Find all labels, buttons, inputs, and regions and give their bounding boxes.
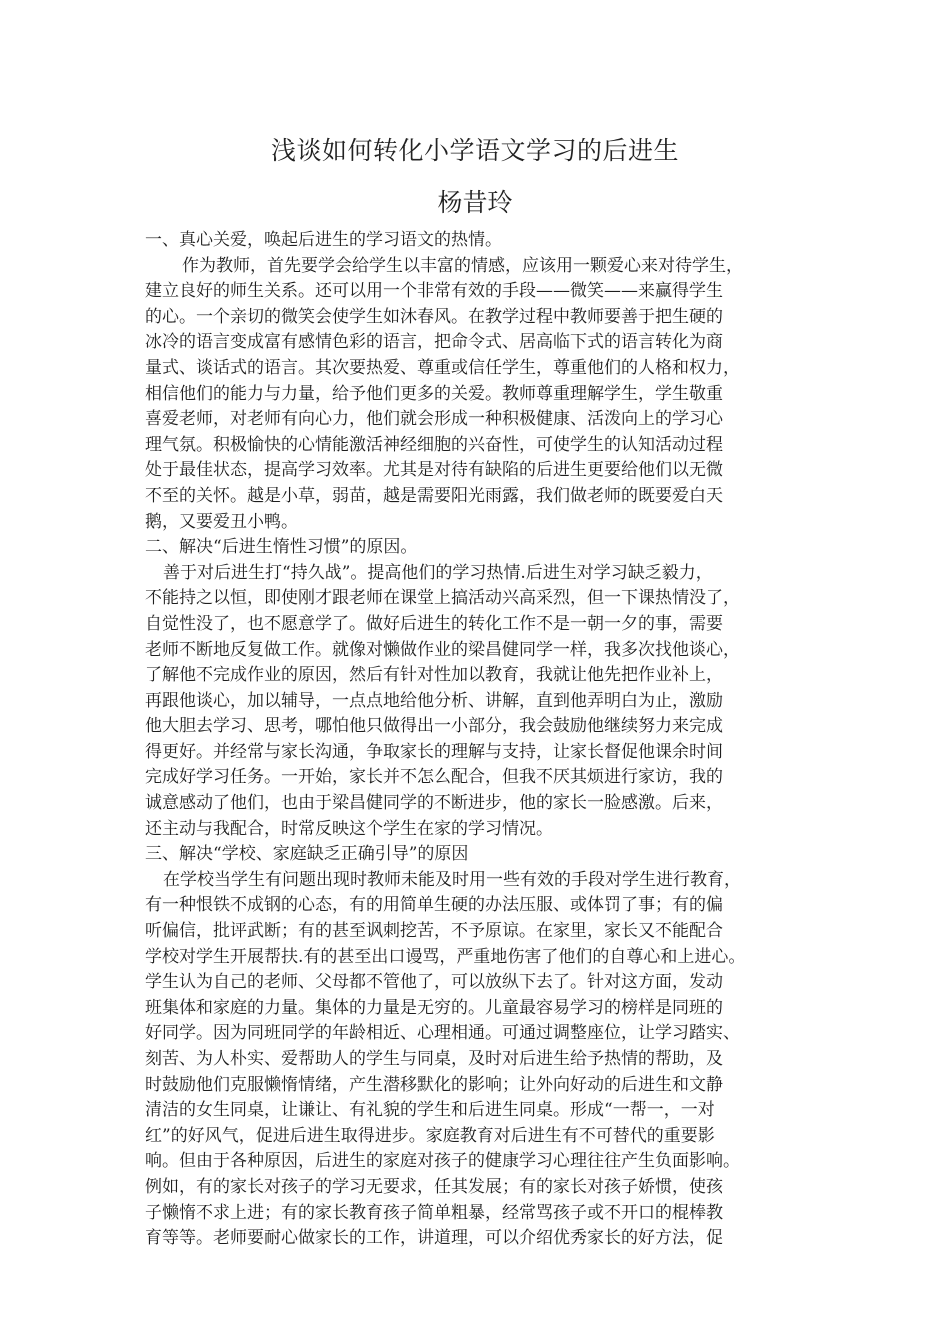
paragraph-line: 理气氛。积极愉快的心情能激活神经细胞的兴奋性，可使学生的认知活动过程 bbox=[145, 434, 723, 455]
paragraph-line: 二、解决“后进生惰性习惯”的原因。 bbox=[145, 537, 418, 558]
document-body bbox=[145, 228, 815, 1252]
paragraph-line: 喜爱老师，对老师有向心力，他们就会形成一种积极健康、活泼向上的学习心 bbox=[145, 409, 723, 430]
paragraph-line: 清洁的女生同桌，让谦让、有礼貌的学生和后进生同桌。形成“一帮一，一对 bbox=[145, 1100, 715, 1121]
paragraph-line: 还主动与我配合，时常反映这个学生在家的学习情况。 bbox=[145, 818, 553, 839]
paragraph-line: 作为教师，首先要学会给学生以丰富的情感，应该用一颗爱心来对待学生， bbox=[182, 255, 743, 276]
paragraph-line: 诚意感动了他们，也由于梁昌健同学的不断进步，他的家长一脸感激。后来， bbox=[145, 793, 723, 814]
paragraph-line: 听偏信，批评武断；有的甚至讽刺挖苦，不予原谅。在家里，家长又不能配合 bbox=[145, 921, 723, 942]
paragraph-line: 量式、谈话式的语言。其次要热爱、尊重或信任学生，尊重他们的人格和权力， bbox=[145, 357, 740, 378]
paragraph-line: 时鼓励他们克服懒惰情绪，产生潜移默化的影响；让外向好动的后进生和文静 bbox=[145, 1074, 723, 1095]
paragraph-line: 老师不断地反复做工作。就像对懒做作业的梁昌健同学一样，我多次找他谈心， bbox=[145, 639, 740, 660]
paragraph-line: 他大胆去学习、思考，哪怕他只做得出一小部分，我会鼓励他继续努力来完成 bbox=[145, 716, 723, 737]
paragraph-line: 建立良好的师生关系。还可以用一个非常有效的手段——微笑——来赢得学生 bbox=[145, 281, 723, 302]
paragraph-line: 在学校当学生有问题出现时教师未能及时用一些有效的手段对学生进行教育， bbox=[163, 869, 741, 890]
paragraph-line: 子懒惰不求上进；有的家长教育孩子简单粗暴，经常骂孩子或不开口的棍棒教 bbox=[145, 1202, 723, 1223]
paragraph-line: 相信他们的能力与力量，给予他们更多的关爱。教师尊重理解学生，学生敬重 bbox=[145, 383, 723, 404]
paragraph-line: 再跟他谈心，加以辅导，一点点地给他分析、讲解，直到他弄明白为止，激励 bbox=[145, 690, 723, 711]
paragraph-line: 红”的好风气，促进后进生取得进步。家庭教育对后进生有不可替代的重要影 bbox=[145, 1125, 715, 1146]
paragraph-line: 响。但由于各种原因，后进生的家庭对孩子的健康学习心理往往产生负面影响。 bbox=[145, 1151, 740, 1172]
paragraph-line: 处于最佳状态，提高学习效率。尤其是对待有缺陷的后进生更要给他们以无微 bbox=[145, 460, 723, 481]
paragraph-line: 育等等。老师要耐心做家长的工作，讲道理，可以介绍优秀家长的好方法，促 bbox=[145, 1228, 723, 1249]
paragraph-line: 一、真心关爱，唤起后进生的学习语文的热情。 bbox=[145, 230, 502, 250]
document-title: 浅谈如何转化小学语文学习的后进生 bbox=[270, 136, 679, 165]
paragraph-line: 有一种恨铁不成钢的心态，有的用简单生硬的办法压服、或体罚了事；有的偏 bbox=[145, 895, 723, 916]
paragraph-line: 的心。一个亲切的微笑会使学生如沐春风。在教学过程中教师要善于把生硬的 bbox=[145, 306, 723, 327]
paragraph-line: 完成好学习任务。一开始，家长并不怎么配合，但我不厌其烦进行家访，我的 bbox=[145, 767, 723, 788]
paragraph-line: 三、解决“学校、家庭缺乏正确引导”的原因 bbox=[145, 844, 469, 865]
paragraph-line: 不至的关怀。越是小草，弱苗，越是需要阳光雨露，我们做老师的既要爱白天 bbox=[145, 485, 723, 506]
paragraph-line: 自觉性没了，也不愿意学了。做好后进生的转化工作不是一朝一夕的事，需要 bbox=[145, 613, 723, 634]
paragraph-line: 学校对学生开展帮扶.有的甚至出口谩骂，严重地伤害了他们的自尊心和上进心。 bbox=[145, 946, 746, 967]
paragraph-line: 鹅，又要爱丑小鸭。 bbox=[145, 511, 298, 532]
paragraph-line: 不能持之以恒，即使刚才跟老师在课堂上搞活动兴高采烈，但一下课热情没了， bbox=[145, 588, 740, 609]
paragraph-line: 善于对后进生打“持久战”。提高他们的学习热情.后进生对学习缺乏毅力， bbox=[163, 562, 713, 583]
paragraph-line: 学生认为自己的老师、父母都不管他了，可以放纵下去了。针对这方面，发动 bbox=[145, 972, 723, 993]
paragraph-line: 好同学。因为同班同学的年龄相近、心理相通。可通过调整座位，让学习踏实、 bbox=[145, 1023, 740, 1044]
paragraph-line: 得更好。并经常与家长沟通，争取家长的理解与支持，让家长督促他课余时间 bbox=[145, 741, 723, 762]
paragraph-line: 班集体和家庭的力量。集体的力量是无穷的。儿童最容易学习的榜样是同班的 bbox=[145, 997, 723, 1018]
paragraph-line: 刻苦、为人朴实、爱帮助人的学生与同桌，及时对后进生给予热情的帮助，及 bbox=[145, 1049, 723, 1069]
paragraph-line: 冰冷的语言变成富有感情色彩的语言，把命令式、居高临下式的语言转化为商 bbox=[145, 332, 723, 353]
paragraph-line: 了解他不完成作业的原因，然后有针对性加以教育，我就让他先把作业补上， bbox=[145, 665, 723, 686]
paragraph-line: 例如，有的家长对孩子的学习无要求，任其发展；有的家长对孩子娇惯，使孩 bbox=[145, 1176, 723, 1197]
document-author: 杨昔玲 bbox=[437, 188, 513, 217]
